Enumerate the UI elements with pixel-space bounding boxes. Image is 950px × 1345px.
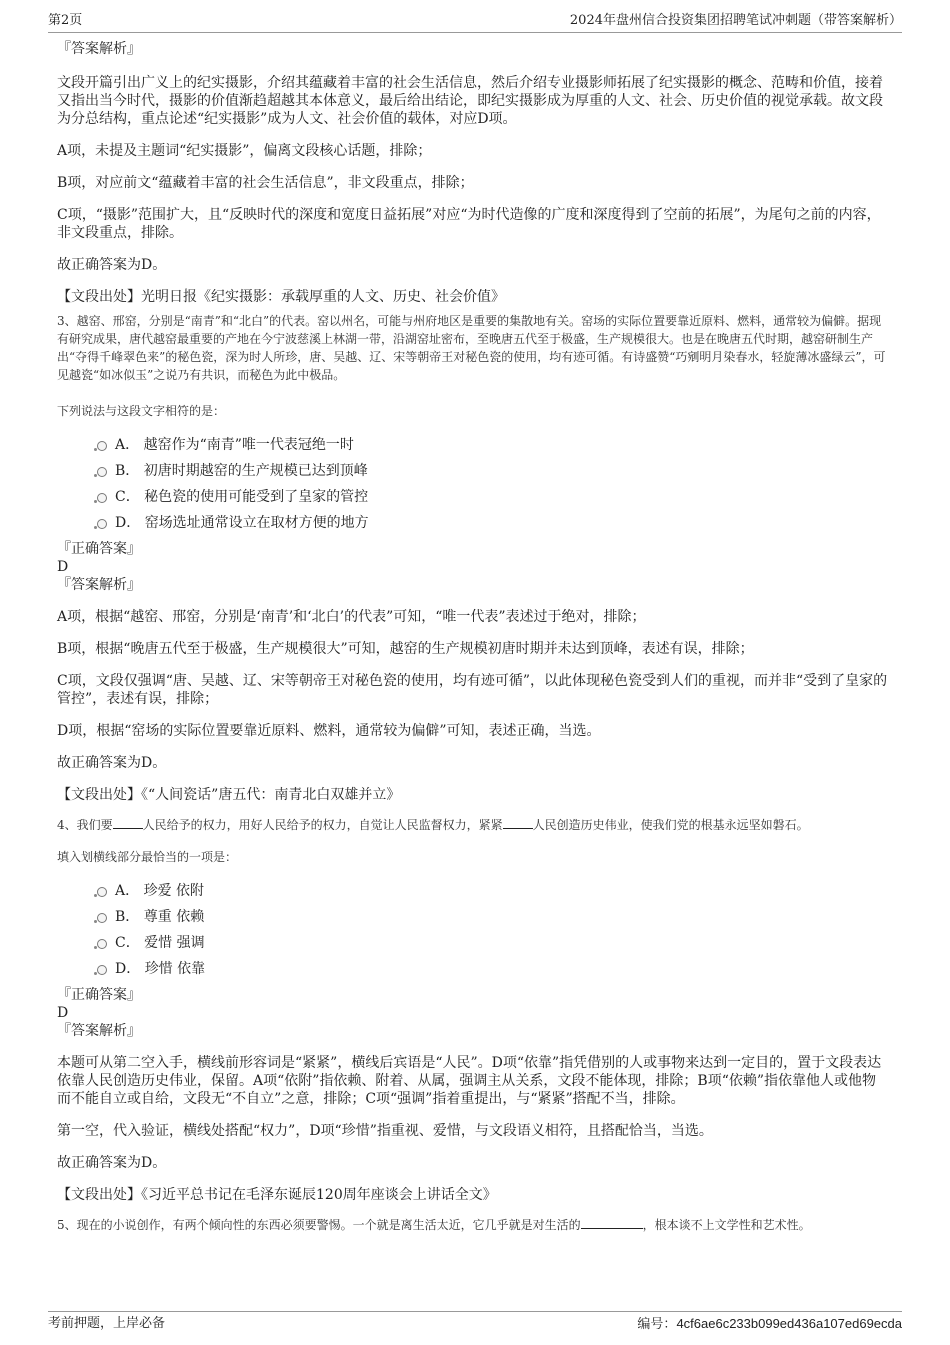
q3-option-c[interactable] [57,488,890,514]
q3-answer: D [57,559,69,575]
option-text: 窑场选址通常设立在取材方便的地方 [144,515,369,531]
q3-stem: 3、越窑、邢窑，分别是“南青”和“北白”的代表。窑以州名，可能与州府地区是重要的集散地有关。窑场的实际位置要靠近原料、燃料，通常较为偏僻。据现有研究成果，唐代越窑最重要的产地在今宁波慈溪上林湖一带，沿湖窑址密布，至晚唐五代至于极盛，生产规模很大。也是在晚唐五代时期，越窑研制生产出“夺得千峰翠色来”的秘色瓷，深为时人所珍，唐、吴越、辽、宋等朝帝王对秘色瓷的使用，均有迹可循。有诗盛赞“巧剜明月染春水，轻旋薄冰盛绿云”，可见越瓷“如冰似玉”之说乃有共识，而秘色为此中极品。 [57,314,886,382]
q2-analysis-c: C项，“摄影”范围扩大，且“反映时代的深度和宽度日益拓展”对应“为时代造像的广度和深度得到了空前的拓展”，为尾句之前的内容，非文段重点，排除。 [57,207,881,241]
radio-icon[interactable] [97,519,107,529]
radio-icon[interactable] [97,913,107,923]
option-key: B． [115,909,140,925]
footer-slogan: 考前押题，上岸必备 [48,1316,166,1331]
radio-icon[interactable] [97,493,107,503]
q4-answer-heading: 『正确答案』 [57,987,141,1003]
q4-stem: 4、我们要 人民给予的权力，用好人民给予的权力，自觉让人民监督权力，紧紧 人民创造历史伟业，使我们党的根基永远坚如磐石。 [57,818,809,832]
document-code: 编号：4cf6ae6c233b099ed436a107ed69ecda [637,1316,902,1332]
q2-conclusion: 故正确答案为D。 [57,257,167,273]
q3-answer-heading: 『正确答案』 [57,541,141,557]
option-key: C． [115,935,140,951]
q4-option-d[interactable] [57,960,890,986]
q4-option-c[interactable] [57,934,890,960]
q3-analysis-b: B项，根据“晚唐五代至于极盛，生产规模很大”可知，越窑的生产规模初唐时期并未达到顶峰，表述有误，排除； [57,641,754,657]
q3-source: 【文段出处】《“人间瓷话”唐五代：南青北白双雄并立》 [57,787,401,803]
option-key: B． [115,463,140,479]
document-title: 2024年盘州信合投资集团招聘笔试冲刺题（带答案解析） [569,13,902,28]
fill-blank [581,1216,643,1229]
q4-options [57,882,890,986]
page-footer [48,1311,902,1336]
q4-prompt: 填入划横线部分最恰当的一项是： [57,850,238,864]
q2-analysis-heading: 『答案解析』 [57,41,141,57]
q3-conclusion: 故正确答案为D。 [57,755,167,771]
radio-icon[interactable] [97,467,107,477]
q3-options [57,436,890,540]
option-text: 初唐时期越窑的生产规模已达到顶峰 [143,463,368,479]
radio-icon[interactable] [97,441,107,451]
q5-stem: 5、现在的小说创作，有两个倾向性的东西必须要警惕。一个就是离生活太近，它几乎就是对生活的 ，根本谈不上文学性和艺术性。 [57,1218,811,1232]
option-text: 爱惜 强调 [144,935,205,951]
radio-icon[interactable] [97,939,107,949]
q4-option-b[interactable] [57,908,890,934]
option-text: 尊重 依赖 [143,909,205,925]
q3-prompt: 下列说法与这段文字相符的是： [57,404,226,418]
option-text: 珍爱 依附 [143,883,205,899]
fill-blank [503,816,533,829]
page-header [48,12,902,33]
q4-analysis-second: 第一空，代入验证，横线处搭配“权力”，D项“珍惜”指重视、爱惜，与文段语义相符，且搭配恰当，当选。 [57,1123,713,1139]
q4-analysis-main: 本题可从第二空入手，横线前形容词是“紧紧”，横线后宾语是“人民”。D项“依靠”指凭借别的人或事物来达到一定目的，置于文段表达依靠人民创造历史伟业，保留。A项“依附”指依赖、附着、从属，强调主从关系，文段不能体现，排除；B项“依赖”指依靠他人或他物而不能自立或自给，文段无“不自立”之意，排除；C项“强调”指着重提出，与“紧紧”搭配不当，排除。 [57,1055,882,1107]
option-key: A． [115,883,140,899]
q3-option-d[interactable] [57,514,890,540]
q4-source: 【文段出处】《习近平总书记在毛泽东诞辰120周年座谈会上讲话全文》 [57,1187,497,1203]
q2-source: 【文段出处】光明日报《纪实摄影：承载厚重的人文、历史、社会价值》 [57,289,505,305]
q4-answer: D [57,1005,69,1021]
option-text: 越窑作为“南青”唯一代表冠绝一时 [143,437,354,453]
q4-option-a[interactable] [57,882,890,908]
q3-analysis-a: A项，根据“越窑、邢窑，分别是‘南青’和‘北白’的代表”可知，“唯一代表”表述过于绝对，排除； [57,609,646,625]
document-body [57,40,890,1234]
q4-conclusion: 故正确答案为D。 [57,1155,167,1171]
q3-option-b[interactable] [57,462,890,488]
q3-option-a[interactable] [57,436,890,462]
option-key: C． [115,489,140,505]
radio-icon[interactable] [97,887,107,897]
q2-analysis-main: 文段开篇引出广义上的纪实摄影，介绍其蕴藏着丰富的社会生活信息，然后介绍专业摄影师拓展了纪实摄影的概念、范畴和价值，接着又指出当今时代，摄影的价值渐趋超越其本体意义，最后给出结论，即纪实摄影成为厚重的人文、社会、历史价值的视觉承载。故文段为分总结构，重点论述“纪实摄影”成为人文、社会价值的载体，对应D项。 [57,75,883,127]
option-key: A． [115,437,140,453]
q2-analysis-b: B项，对应前文“蕴藏着丰富的社会生活信息”，非文段重点，排除； [57,175,474,191]
option-text: 秘色瓷的使用可能受到了皇家的管控 [144,489,369,505]
radio-icon[interactable] [97,965,107,975]
option-key: D． [115,515,141,531]
option-key: D． [115,961,141,977]
q2-analysis-a: A项，未提及主题词“纪实摄影”，偏离文段核心话题，排除； [57,143,432,159]
q4-analysis-heading: 『答案解析』 [57,1023,141,1039]
q3-analysis-c: C项，文段仅强调“唐、吴越、辽、宋等朝帝王对秘色瓷的使用，均有迹可循”，以此体现秘色瓷受到人们的重视，而并非“受到了皇家的管控”，表述有误，排除； [57,673,888,707]
q3-analysis-heading: 『答案解析』 [57,577,141,593]
q3-analysis-d: D项，根据“窑场的实际位置要靠近原料、燃料，通常较为偏僻”可知，表述正确，当选。 [57,723,601,739]
page-number: 第2页 [48,13,83,28]
option-text: 珍惜 依靠 [144,961,206,977]
fill-blank [113,816,143,829]
